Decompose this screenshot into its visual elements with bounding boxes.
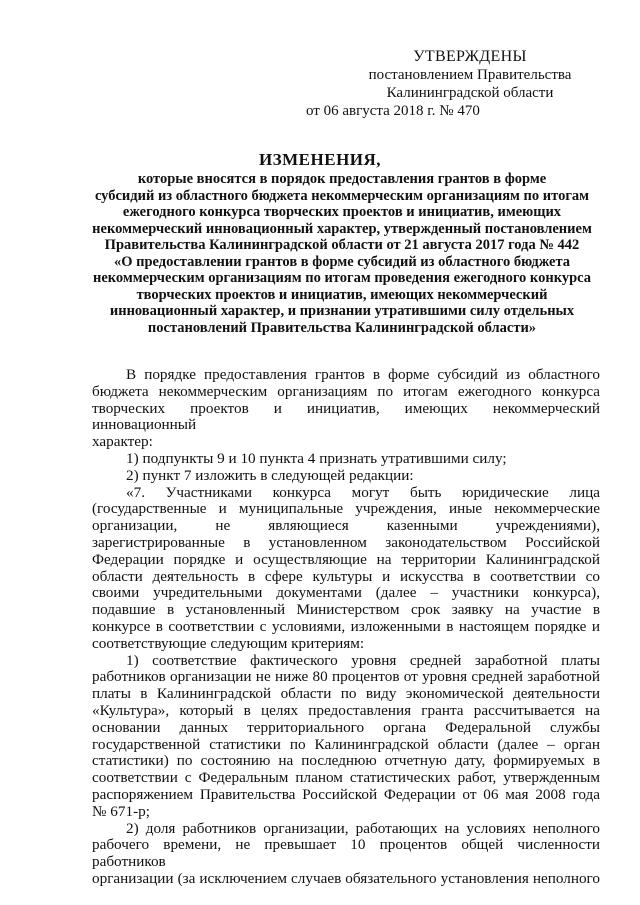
body-line: соответствии с Федеральным планом статистических работ, утвержденным	[92, 769, 600, 787]
body-line: 1) соответствие фактического уровня средней заработной платы	[126, 651, 600, 669]
body-line: статистики) по состоянию на последнюю отчетную дату, формируемых в	[92, 752, 600, 770]
body-line: подавшие в установленный Министерством срок заявку на участие в	[92, 601, 600, 619]
subtitle-line: постановлений Правительства Калининградской области»	[147, 319, 537, 336]
body-line: 2) доля работников организации, работающих на условиях неполного	[126, 819, 600, 837]
body-line: творческих проектов и инициатив, имеющих некоммерческий инновационный	[92, 399, 600, 434]
body-line: бюджета некоммерческим организациям по итогам ежегодного конкурса	[92, 382, 600, 400]
subtitle-line: некоммерческим организациям по итогам проведения ежегодного конкурса	[92, 270, 592, 286]
body-line: рабочего времени, не превышает 10 процентов общей численности работников	[92, 836, 600, 871]
approval-line: постановлением Правительства	[368, 67, 572, 83]
body-line: 1) подпункты 9 и 10 пункта 4 признать утратившими силу;	[126, 449, 507, 467]
subtitle-line: которые вносятся в порядок предоставления грантов в форме	[137, 171, 547, 187]
body-line: работников организации не ниже 80 процентов от уровня средней заработной	[92, 668, 600, 686]
body-line: В порядке предоставления грантов в форме субсидий из областного	[126, 366, 600, 383]
approval-line: Калининградской области	[386, 85, 554, 101]
subtitle-line: некоммерческий инновационный характер, утвержденный постановлением	[92, 220, 592, 237]
body-line: зарегистрированные в установленном законодательством Российской	[92, 533, 600, 551]
body-line: соответствующие следующим критериям:	[92, 634, 365, 652]
subtitle-line: Правительства Калининградской области от 21 августа 2017 года № 442	[104, 237, 580, 253]
body-line: № 671-р;	[92, 802, 150, 820]
body-line: своими учредительными документами (далее – участники конкурса),	[92, 584, 600, 602]
subtitle-line: ежегодного конкурса творческих проектов и инициатив, имеющих	[122, 204, 562, 220]
body-line: характер:	[92, 433, 153, 451]
body-line: Федерации порядке и осуществляющие на территории Калининградской	[92, 550, 600, 568]
document-body	[92, 367, 600, 888]
body-line: платы в Калининградской области по виду экономической деятельности	[92, 685, 600, 703]
approval-heading: УТВЕРЖДЕНЫ	[413, 48, 527, 65]
approval-stamp	[306, 48, 600, 120]
body-line: основании данных территориального органа Федеральной службы	[92, 718, 600, 736]
body-line: организации, не являющиеся казенными учреждениями),	[92, 517, 600, 535]
approval-date-number: от 06 августа 2018 г. № 470	[306, 103, 480, 119]
body-line: 2) пункт 7 изложить в следующей редакции:	[126, 466, 414, 484]
subtitle-line: инновационный характер, и признании утратившими силу отдельных	[109, 303, 575, 319]
body-line: государственной статистики по Калининградской области (далее – орган	[92, 735, 600, 753]
subtitle-line: субсидий из областного бюджета некоммерческим организациям по итогам	[94, 187, 590, 204]
document-title: ИЗМЕНЕНИЯ,	[258, 150, 382, 169]
body-line: области деятельность в сфере культуры и искусства в соответствии со	[92, 567, 600, 585]
subtitle-line: творческих проектов и инициатив, имеющих некоммерческий	[136, 286, 548, 303]
subtitle-line: «О предоставлении грантов в форме субсидий из областного бюджета	[113, 253, 571, 270]
body-line: организации (за исключением случаев обязательного установления неполного	[92, 869, 600, 887]
body-line: (государственные и муниципальные учреждения, иные некоммерческие	[92, 500, 600, 518]
document-subtitle	[92, 171, 592, 336]
body-line: конкурсе в соответствии с условиями, изложенными в настоящем порядке и	[92, 617, 600, 635]
body-line: распоряжением Правительства Российской Федерации от 06 мая 2008 года	[92, 785, 600, 803]
body-line: «Культура», который в целях предоставления гранта рассчитывается на	[92, 701, 600, 719]
body-line: «7. Участниками конкурса могут быть юридические лица	[126, 483, 600, 501]
